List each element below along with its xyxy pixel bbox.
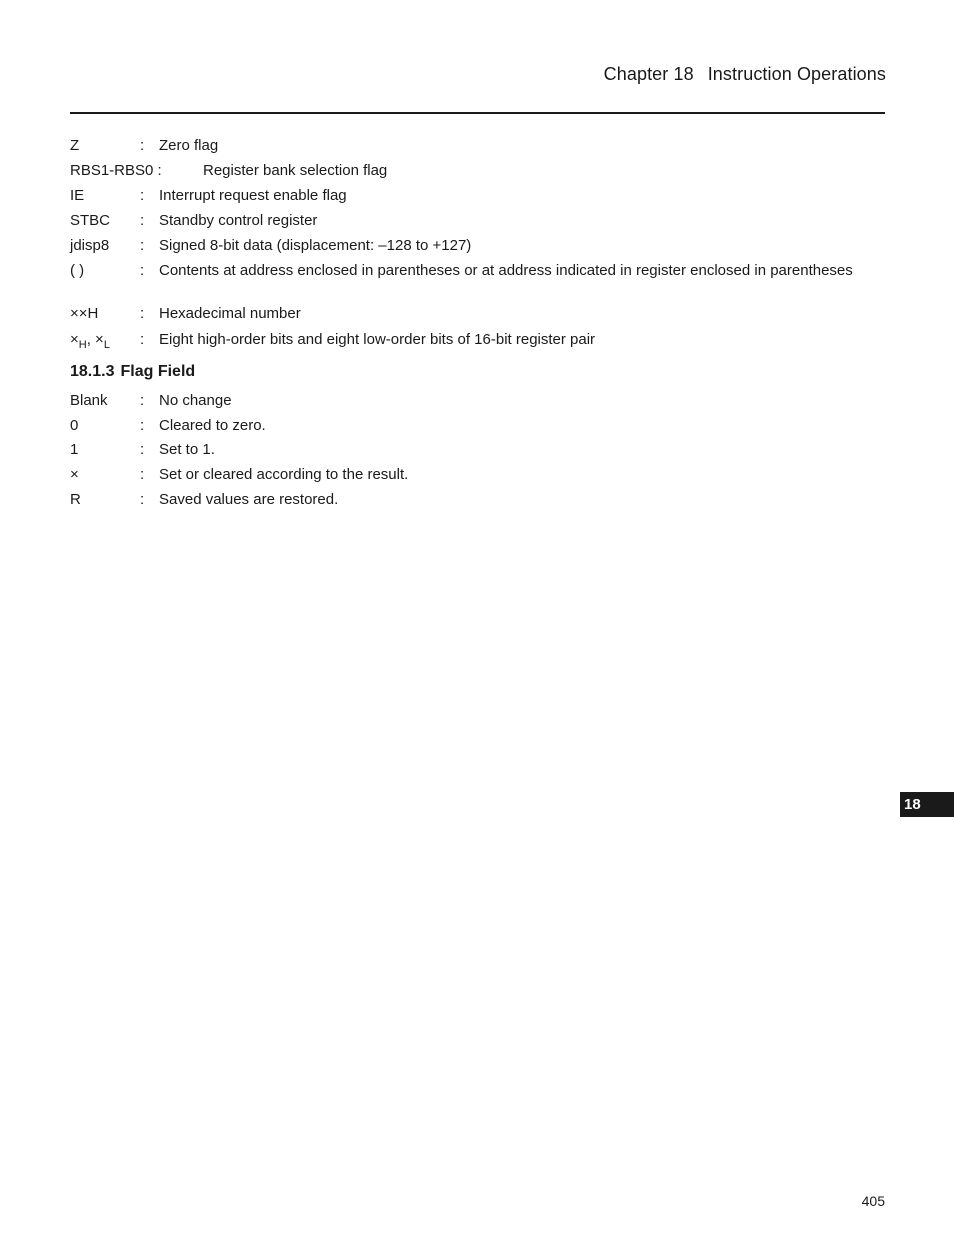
page-number: 405 — [861, 1193, 885, 1209]
definition-description: Contents at address enclosed in parentheses or at address indicated in register enclosed in parentheses — [159, 262, 853, 279]
definition-description: Register bank selection flag — [203, 162, 388, 179]
section-number: 18.1.3 — [70, 363, 115, 380]
definition-description: Eight high-order bits and eight low-order bits of 16-bit register pair — [159, 331, 596, 348]
definition-term: R — [70, 491, 81, 508]
definition-term-separator: , × — [86, 331, 104, 348]
definition-term: 1 — [70, 441, 79, 458]
definition-colon: : — [140, 187, 145, 204]
definition-colon: : — [140, 137, 145, 154]
definition-term: ××H — [70, 305, 99, 322]
definition-description: Signed 8-bit data (displacement: –128 to +127) — [159, 237, 472, 254]
definition-colon: : — [140, 237, 145, 254]
section-heading — [70, 363, 195, 381]
definition-term: ( ) — [70, 262, 85, 279]
definition-colon: : — [140, 491, 145, 508]
chapter-thumb-tab: 18 — [900, 792, 954, 817]
definition-term-base: × — [70, 331, 79, 348]
definition-colon: : — [140, 212, 145, 229]
section-title: Flag Field — [120, 363, 196, 380]
chapter-header — [604, 64, 886, 85]
definition-term — [70, 331, 110, 350]
definition-colon: : — [140, 305, 145, 322]
chapter-label: Chapter 18 — [603, 64, 694, 84]
subscript-high: H — [78, 339, 87, 351]
definition-term: Z — [70, 137, 80, 154]
definition-description: Interrupt request enable flag — [159, 187, 347, 204]
definition-description: Saved values are restored. — [159, 491, 339, 508]
definition-term: IE — [70, 187, 85, 204]
definition-colon: : — [140, 441, 145, 458]
definition-description: Hexadecimal number — [159, 305, 301, 322]
definition-colon: : — [140, 392, 145, 409]
definition-term: Blank — [70, 392, 108, 409]
definition-colon: : — [140, 417, 145, 434]
definition-colon: : — [140, 262, 145, 279]
definition-colon: : — [140, 466, 145, 483]
definition-term: RBS1-RBS0 : — [70, 162, 162, 179]
header-divider — [70, 112, 885, 114]
definition-description: Cleared to zero. — [159, 417, 266, 434]
chapter-title: Instruction Operations — [707, 64, 886, 84]
definition-description: Set or cleared according to the result. — [159, 466, 409, 483]
definition-description: Set to 1. — [159, 441, 215, 458]
definition-colon: : — [140, 331, 145, 348]
definition-description: Standby control register — [159, 212, 318, 229]
definition-term: × — [70, 466, 79, 483]
definition-description: No change — [159, 392, 232, 409]
definition-term: jdisp8 — [70, 237, 110, 254]
definition-term: STBC — [70, 212, 111, 229]
definition-term: 0 — [70, 417, 79, 434]
definition-description: Zero flag — [159, 137, 219, 154]
subscript-low: L — [103, 339, 110, 351]
